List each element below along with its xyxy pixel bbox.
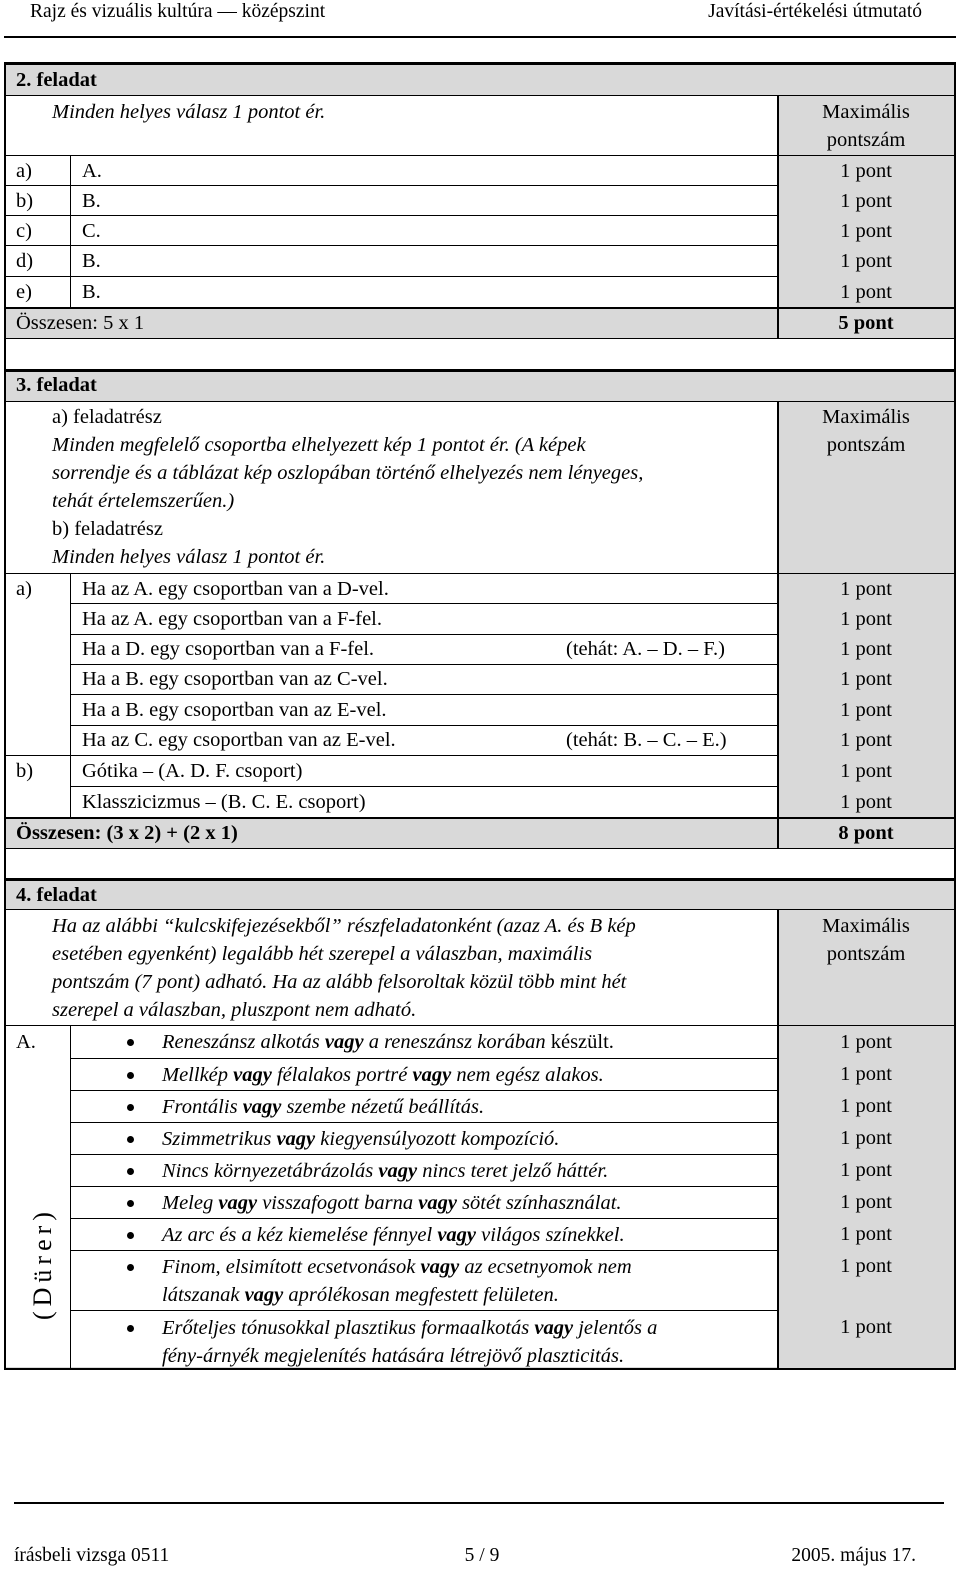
bullet-icon <box>127 1104 134 1111</box>
rule <box>4 369 956 372</box>
rule <box>70 786 777 787</box>
task2-row-letter: d) <box>16 250 34 272</box>
footer-left: írásbeli vizsga 0511 <box>14 1545 170 1566</box>
rule <box>6 755 777 756</box>
task4-points: 1 pont <box>840 1127 892 1149</box>
rule <box>70 1250 777 1251</box>
task2-total-points: 5 pont <box>838 312 894 334</box>
task4-keyword-segment: jelentős a <box>573 1317 658 1339</box>
task3-row-text: Klasszicizmus – (B. C. E. csoport) <box>82 791 366 813</box>
rule <box>4 62 6 1370</box>
task2-row-letter: b) <box>16 190 34 212</box>
task2-row-answer: B. <box>82 250 101 272</box>
rule <box>70 1122 777 1123</box>
task4-instruction: esetében egyenként) legalább hét szerepel a válaszban, maximális <box>52 943 593 965</box>
task4-keyword-segment: kiegyensúlyozott kompozíció. <box>315 1128 560 1150</box>
task3-row-points: 1 pont <box>840 608 892 630</box>
rule <box>70 1218 777 1219</box>
task3-total-label: Összesen: (3 x 2) + (2 x 1) <box>16 822 238 844</box>
task3-row-points: 1 pont <box>840 638 892 660</box>
task3-row-letter: b) <box>16 760 34 782</box>
footer-rule <box>14 1502 944 1504</box>
task4-keyword-segment: vagy <box>276 1128 316 1150</box>
task4-keyword-segment: készült. <box>545 1031 614 1053</box>
task3-row-note: (tehát: B. – C. – E.) <box>566 729 727 751</box>
task4-keyword <box>162 1257 632 1278</box>
rule <box>6 817 954 819</box>
rule <box>6 307 954 309</box>
rule <box>70 725 777 726</box>
rule <box>70 634 777 635</box>
task2-body <box>6 96 777 309</box>
task2-row-answer: B. <box>82 190 101 212</box>
task4-points: 1 pont <box>840 1191 892 1213</box>
task4-keyword-segment: Erőteljes tónusokkal plasztikus formaalkotás <box>162 1317 535 1339</box>
task2-row-answer: B. <box>82 281 101 303</box>
task3-row-text: Ha a D. egy csoportban van a F-fel. <box>82 638 375 660</box>
task4-keyword-segment: Finom, elsimított ecsetvonások <box>162 1256 421 1278</box>
task2-row-letter: e) <box>16 281 32 303</box>
task4-points: 1 pont <box>840 1159 892 1181</box>
task4-keyword-segment: világos színekkel. <box>476 1224 625 1246</box>
task2-title: 2. feladat <box>16 69 97 91</box>
task4-keyword-segment: vagy <box>378 1160 418 1182</box>
task4-keyword-segment: vagy <box>233 1064 272 1086</box>
task4-points: 1 pont <box>840 1223 892 1245</box>
task4-keyword-segment: aprólékosan megfestett felületen. <box>283 1284 559 1306</box>
task4-keyword-segment: visszafogott barna <box>257 1192 419 1214</box>
task4-keyword-segment: vagy <box>534 1317 574 1339</box>
task4-keyword-segment: vagy <box>242 1096 282 1118</box>
task4-keyword-segment: nem egész alakos. <box>451 1064 604 1086</box>
rule <box>777 96 779 339</box>
rule <box>6 848 954 849</box>
task4-keyword-segment: szembe nézetű beállítás. <box>281 1096 485 1118</box>
task2-row-letter: c) <box>16 220 32 242</box>
task4-keyword-segment: sötét színhasználat. <box>456 1192 622 1214</box>
bullet-icon <box>127 1136 134 1143</box>
task4-keyword <box>162 1161 608 1182</box>
task4-title: 4. feladat <box>16 884 97 906</box>
task2-instruction: Minden helyes válasz 1 pontot ér. <box>52 101 326 123</box>
task3-row-points: 1 pont <box>840 699 892 721</box>
task4-keyword-segment: látszanak <box>162 1284 245 1306</box>
rule <box>4 95 956 96</box>
rule <box>70 1058 777 1059</box>
task3-max-label: pontszám <box>826 434 906 456</box>
rule <box>777 910 779 1369</box>
rule <box>6 338 954 339</box>
rule <box>70 1090 777 1091</box>
task3-part-b-text: Minden helyes válasz 1 pontot ér. <box>52 546 326 568</box>
task3-row-letter: a) <box>16 578 32 600</box>
rule <box>70 664 777 665</box>
task4-keyword-segment: Mellkép <box>162 1064 234 1086</box>
task4-keyword-segment: vagy <box>420 1256 460 1278</box>
task4-keyword-segment: a reneszánsz korában <box>363 1031 546 1053</box>
task3-row-text: Ha az A. egy csoportban van a D-vel. <box>82 578 389 600</box>
rule <box>954 62 956 1370</box>
task4-keyword <box>162 1193 622 1214</box>
rule <box>70 1310 777 1311</box>
task4-points: 1 pont <box>840 1063 892 1085</box>
rule <box>6 276 777 277</box>
task4-keyword-segment: fény-árnyék megjelenítés hatására létrejövő plaszticitás. <box>162 1345 625 1367</box>
rule <box>6 401 954 402</box>
task2-total-label: Összesen: 5 x 1 <box>16 312 145 334</box>
task4-keyword <box>162 1032 614 1053</box>
task2-row-points: 1 pont <box>840 190 892 212</box>
task4-keyword-segment: vagy <box>437 1224 477 1246</box>
rule <box>70 1186 777 1187</box>
task2-row-answer: C. <box>82 220 101 242</box>
task4-keyword-segment: Meleg <box>162 1192 219 1214</box>
task3-row-points: 1 pont <box>840 729 892 751</box>
task2-row-points: 1 pont <box>840 220 892 242</box>
task3-row-points: 1 pont <box>840 791 892 813</box>
task4-points: 1 pont <box>840 1255 892 1277</box>
rule <box>70 603 777 604</box>
task4-keyword <box>162 1346 624 1367</box>
task4-keyword-segment: vagy <box>418 1192 457 1214</box>
task4-keyword <box>162 1318 657 1339</box>
task3-part-a-text: tehát értelemszerűen.) <box>52 490 235 512</box>
task4-instruction: pontszám (7 pont) adható. Ha az alább felsoroltak közül több mint hét <box>52 971 627 993</box>
task3-total-points: 8 pont <box>838 822 894 844</box>
task3-row-text: Ha az A. egy csoportban van a F-fel. <box>82 608 382 630</box>
task4-keyword-segment: Szimmetrikus <box>162 1128 277 1150</box>
task4-keyword-segment: Nincs környezetábrázolás <box>162 1160 379 1182</box>
task3-part-a-text: Minden megfelelő csoportba elhelyezett kép 1 pontot ér. (A képek <box>52 434 586 456</box>
task3-row-text: Ha a B. egy csoportban van az C-vel. <box>82 668 388 690</box>
task3-row-text: Ha a B. egy csoportban van az E-vel. <box>82 699 387 721</box>
rule <box>6 1025 954 1026</box>
task4-keyword-segment: vagy <box>412 1064 452 1086</box>
task4-keyword-segment: félalakos portré <box>271 1064 413 1086</box>
task4-instruction: szerepel a válaszban, pluszpont nem adható. <box>52 999 417 1021</box>
task3-title: 3. feladat <box>16 374 97 396</box>
task2-max-label: pontszám <box>826 129 906 151</box>
task4-keyword-segment: vagy <box>218 1192 258 1214</box>
task4-keyword <box>162 1225 625 1246</box>
task4-keyword-segment: vagy <box>324 1031 364 1053</box>
spacer-row-1 <box>6 338 954 371</box>
rule <box>6 245 777 246</box>
task4-keyword-segment: Frontális <box>162 1096 243 1118</box>
task3-part-a-text: sorrendje és a táblázat kép oszlopában történő elhelyezés nem lényeges, <box>52 462 644 484</box>
task4-section-name: (Dürer) <box>28 1207 57 1320</box>
footer-right: 2005. május 17. <box>791 1545 916 1566</box>
bullet-icon <box>127 1072 134 1079</box>
task2-max-label: Maximális <box>822 101 910 123</box>
footer-page-number: 5 / 9 <box>464 1545 500 1566</box>
bullet-icon <box>127 1168 134 1175</box>
task3-row-points: 1 pont <box>840 668 892 690</box>
rule <box>70 1154 777 1155</box>
task4-points: 1 pont <box>840 1031 892 1053</box>
task4-points: 1 pont <box>840 1316 892 1338</box>
task2-row-letter: a) <box>16 160 32 182</box>
task2-row-points: 1 pont <box>840 250 892 272</box>
rule <box>70 694 777 695</box>
rule <box>70 155 71 308</box>
rule <box>70 1025 71 1369</box>
rule <box>6 909 954 910</box>
task2-row-answer: A. <box>82 160 102 182</box>
task3-row-note: (tehát: A. – D. – F.) <box>566 638 725 660</box>
rule <box>777 402 779 849</box>
task4-max-label: pontszám <box>826 943 906 965</box>
task3-row-text: Gótika – (A. D. F. csoport) <box>82 760 303 782</box>
task3-row-points: 1 pont <box>840 760 892 782</box>
bullet-icon <box>127 1200 134 1207</box>
rule <box>6 573 954 574</box>
bullet-icon <box>127 1264 134 1271</box>
task4-keyword-segment: vagy <box>244 1284 284 1306</box>
page-header-right: Javítási-értékelési útmutató <box>708 1 922 22</box>
spacer-row-2 <box>6 848 954 881</box>
task4-keyword <box>162 1097 484 1118</box>
task3-max-label: Maximális <box>822 406 910 428</box>
rule <box>4 1368 956 1370</box>
task2-row-points: 1 pont <box>840 160 892 182</box>
task4-keyword <box>162 1065 604 1086</box>
bullet-icon <box>127 1039 134 1046</box>
bullet-icon <box>127 1232 134 1239</box>
task4-max-label: Maximális <box>822 915 910 937</box>
task3-part-b-label: b) feladatrész <box>52 518 163 540</box>
rule <box>6 155 954 156</box>
rule <box>4 62 956 65</box>
task4-keyword-segment: az ecsetnyomok nem <box>459 1256 632 1278</box>
header-rule <box>4 36 956 38</box>
task4-instruction: Ha az alábbi “kulcskifejezésekből” részfeladatonként (azaz A. és B kép <box>52 915 636 937</box>
task4-keyword-segment: Az arc és a kéz kiemelése fénnyel <box>162 1224 438 1246</box>
rule <box>6 185 777 186</box>
task4-keyword <box>162 1129 559 1150</box>
task3-row-points: 1 pont <box>840 578 892 600</box>
page-header-left: Rajz és vizuális kultúra — középszint <box>30 1 326 22</box>
task4-keyword <box>162 1285 559 1306</box>
task4-keyword-segment: Reneszánsz alkotás <box>162 1031 325 1053</box>
rule <box>70 573 71 817</box>
task4-points: 1 pont <box>840 1095 892 1117</box>
rule <box>4 878 956 881</box>
task3-part-a-label: a) feladatrész <box>52 406 162 428</box>
task4-keyword-segment: nincs teret jelző háttér. <box>417 1160 609 1182</box>
task2-row-points: 1 pont <box>840 281 892 303</box>
task3-row-text: Ha az C. egy csoportban van az E-vel. <box>82 729 396 751</box>
rule <box>6 215 777 216</box>
bullet-icon <box>127 1325 134 1332</box>
task4-section-letter: A. <box>16 1031 36 1053</box>
